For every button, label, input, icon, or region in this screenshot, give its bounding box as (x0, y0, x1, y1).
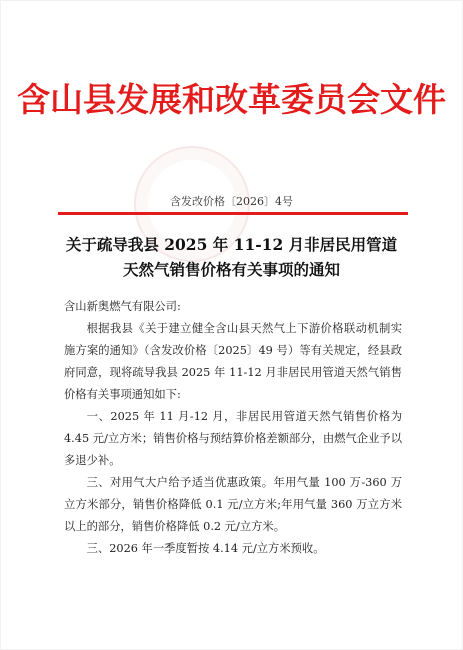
red-divider-line (58, 212, 408, 215)
body-paragraph: 三、对用气大户给予适当优惠政策。年用气量 100 万-360 万立方米部分，销售价格降低 0.1 元/立方米;年用气量 360 万立方米以上的部分，销售价格降低 0.2 元/立方米。 (64, 476, 402, 533)
body-paragraph: 根据我县《关于建立健全含山县天然气上下游价格联动机制实施方案的通知》（含发改价格〔2025〕49 号）等有关规定，经县政府同意，现将疏导我县 2025 年 11-12 月非居民用管道天然气销售价格有关事项通知如下: (64, 322, 402, 401)
issuer-title: 含山县发展和改革委员会文件 (17, 80, 446, 119)
document-number: 含发改价格〔2026〕4号 (170, 195, 293, 208)
body-paragraph: 一、2025 年 11 月-12 月，非居民用管道天然气销售价格为 4.45 元/立方米；销售价格与预结算价格差额部分，由燃气企业予以多退少补。 (64, 410, 402, 467)
notice-body (64, 296, 402, 560)
notice-title-line-2: 天然气销售价格有关事项的通知 (122, 260, 340, 279)
notice-title (0, 232, 463, 282)
body-paragraph: 三、2026 年一季度暂按 4.14 元/立方米预收。 (86, 542, 325, 555)
addressee: 含山新奥燃气有限公司: (64, 300, 181, 313)
notice-title-line-1: 关于疏导我县 2025 年 11-12 月非居民用管道 (65, 235, 398, 254)
